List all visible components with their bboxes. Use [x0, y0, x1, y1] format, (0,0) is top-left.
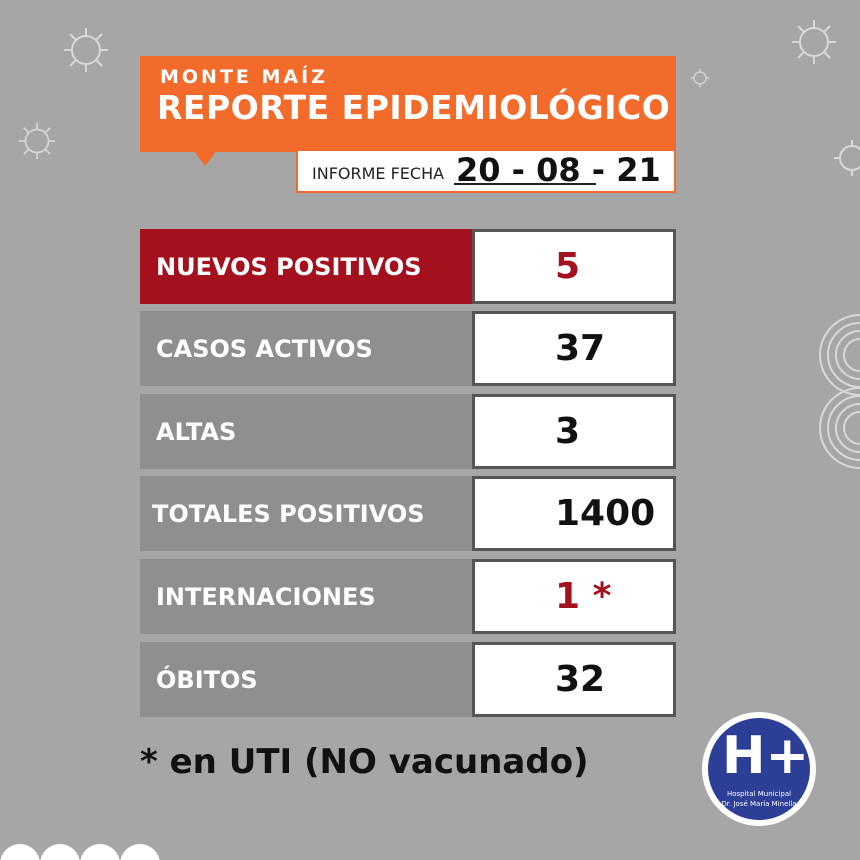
row-label-totales-positivos	[140, 476, 472, 551]
header-subtitle: MONTE MAÍZ	[160, 66, 328, 88]
footnote: * en UTI (NO vacunado)	[140, 742, 589, 782]
row-label-text: NUEVOS POSITIVOS	[156, 252, 422, 281]
logo-mark: H+	[722, 726, 810, 786]
row-label-obitos	[140, 642, 472, 717]
row-value-internaciones: 1 *	[472, 559, 676, 634]
row-value-nuevos-positivos: 5	[472, 229, 676, 304]
hospital-logo	[702, 712, 816, 826]
logo-circle	[708, 718, 810, 820]
page-title: REPORTE EPIDEMIOLÓGICO	[157, 88, 671, 127]
virus-icon	[58, 22, 114, 78]
virus-icon	[688, 66, 712, 90]
logo-line-1: Hospital Municipal	[726, 790, 792, 798]
row-label-altas	[140, 394, 472, 469]
virus-icon	[14, 118, 60, 164]
row-value-totales-positivos: 1400	[472, 476, 676, 551]
row-value-casos-activos: 37	[472, 311, 676, 386]
circles-decoration	[0, 840, 170, 860]
row-label-nuevos-positivos	[140, 229, 472, 304]
row-label-internaciones	[140, 559, 472, 634]
date-box	[296, 151, 676, 193]
row-value-obitos: 32	[472, 642, 676, 717]
row-label-text: ÓBITOS	[156, 665, 258, 694]
virus-icon	[786, 14, 842, 70]
row-label-text: INTERNACIONES	[156, 582, 376, 611]
row-label-text: ALTAS	[156, 417, 237, 446]
logo-line-2: Dr. José María Minella	[721, 800, 797, 808]
concentric-circles-decoration	[814, 310, 860, 470]
date-label: INFORME FECHA	[312, 164, 445, 183]
row-label-text: CASOS ACTIVOS	[156, 334, 373, 363]
row-value-altas: 3	[472, 394, 676, 469]
row-label-casos-activos	[140, 311, 472, 386]
virus-icon	[830, 136, 860, 180]
row-label-text: TOTALES POSITIVOS	[152, 499, 425, 528]
date-value: 20 - 08 - 21	[456, 151, 661, 189]
header-banner-tail	[193, 150, 217, 166]
